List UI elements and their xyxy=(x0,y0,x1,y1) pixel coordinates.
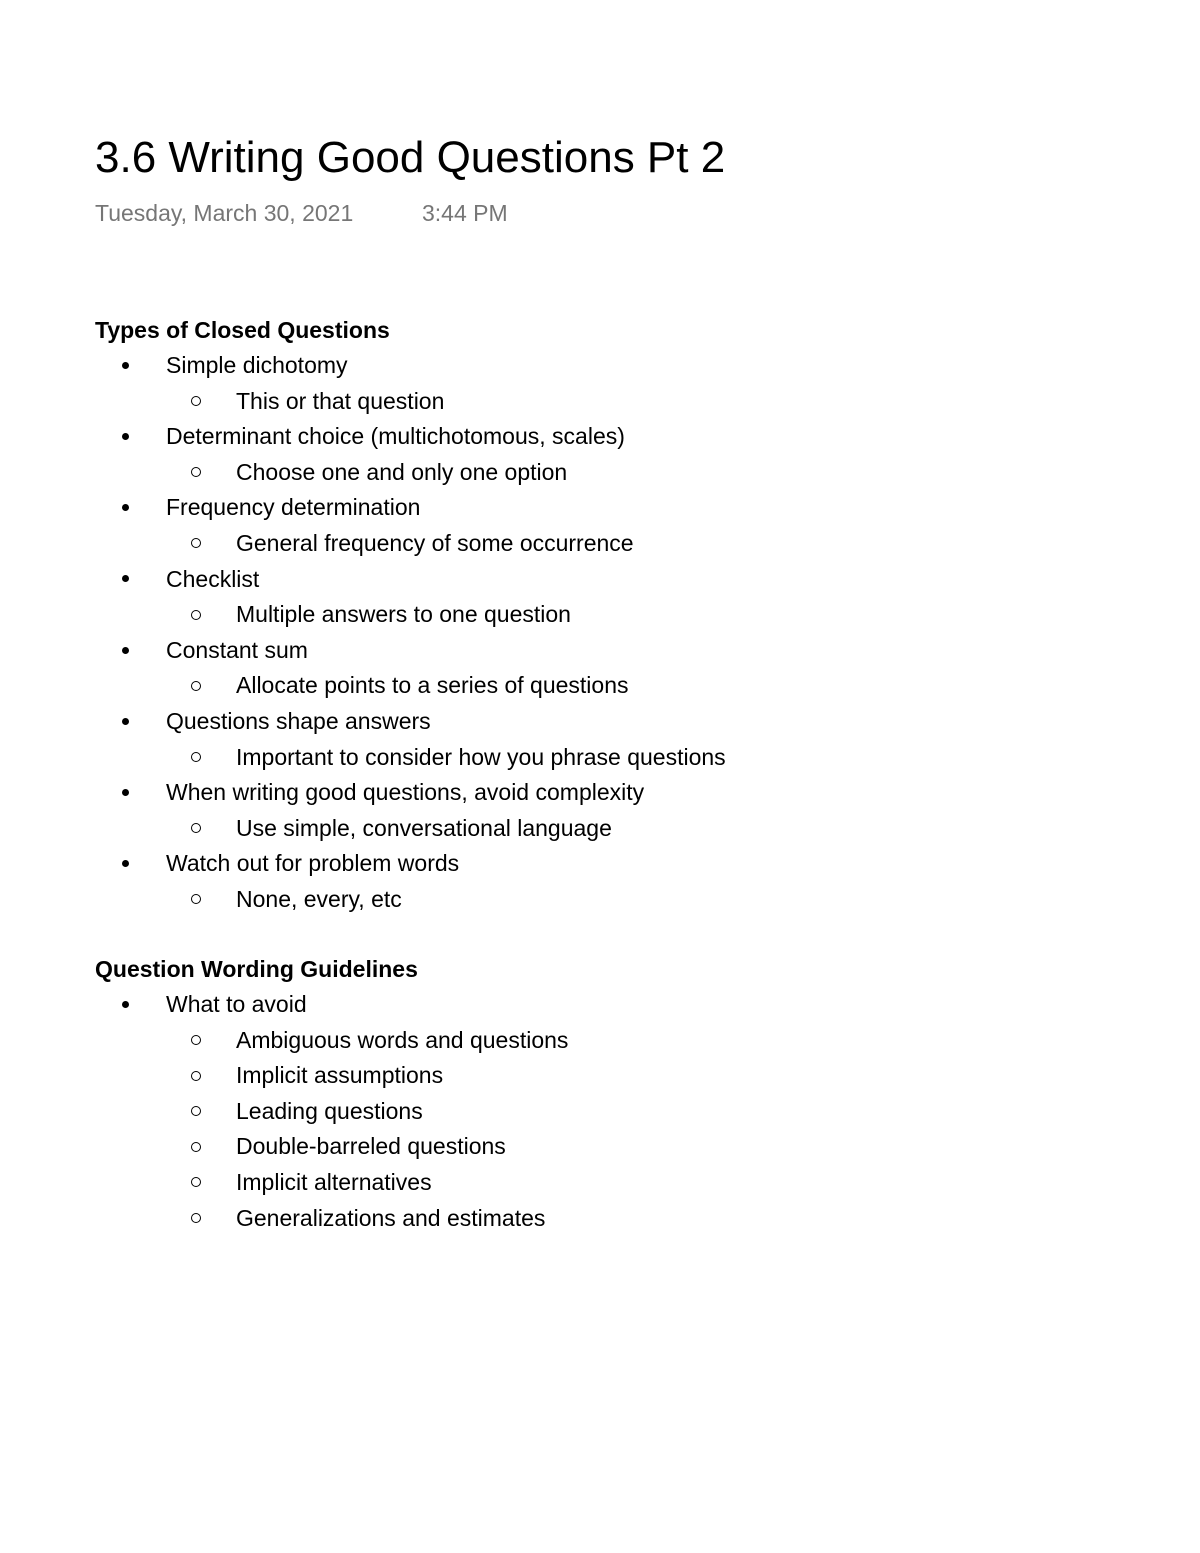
sub-list-item xyxy=(95,526,1095,562)
page-title: 3.6 Writing Good Questions Pt 2 xyxy=(95,133,726,182)
circle-bullet-icon xyxy=(191,882,201,918)
sub-list-item-text: Multiple answers to one question xyxy=(236,601,571,628)
section-heading: Types of Closed Questions xyxy=(95,317,390,343)
circle-bullet-icon xyxy=(191,526,201,562)
note-date: Tuesday, March 30, 2021 xyxy=(95,200,354,226)
section-question-wording-guidelines xyxy=(95,952,1095,1236)
bullet-list xyxy=(95,348,1095,918)
note-timestamp xyxy=(95,198,508,228)
list-item xyxy=(95,562,1095,598)
list-item-text: Questions shape answers xyxy=(166,707,431,734)
list-item-text: What to avoid xyxy=(166,991,307,1017)
bullet-icon xyxy=(122,846,129,882)
sub-list-item-text: Generalizations and estimates xyxy=(236,1204,546,1231)
sub-list-item-text: Important to consider how you phrase questions xyxy=(236,743,726,770)
circle-bullet-icon xyxy=(191,1165,201,1201)
circle-bullet-icon xyxy=(191,597,201,633)
sub-list-item xyxy=(95,1165,1095,1201)
sub-list-item xyxy=(95,455,1095,491)
bullet-icon xyxy=(122,704,129,740)
sub-list-item-text: Use simple, conversational language xyxy=(236,814,612,841)
list-item xyxy=(95,348,1095,384)
sub-list-item xyxy=(95,882,1095,918)
bullet-icon xyxy=(122,490,129,526)
sub-list-item-text: Ambiguous words and questions xyxy=(236,1026,569,1053)
list-item xyxy=(95,419,1095,455)
list-item xyxy=(95,704,1095,740)
circle-bullet-icon xyxy=(191,1094,201,1130)
sub-list-item xyxy=(95,1129,1095,1165)
sub-list-item-text: Leading questions xyxy=(236,1097,423,1124)
sub-list-item xyxy=(95,1094,1095,1130)
sub-list-item xyxy=(95,1201,1095,1237)
sub-list-item-text: General frequency of some occurrence xyxy=(236,529,634,556)
list-item xyxy=(95,490,1095,526)
sub-list-item-text: Allocate points to a series of questions xyxy=(236,672,629,699)
bullet-icon xyxy=(122,633,129,669)
sub-list-item-text: Choose one and only one option xyxy=(236,458,568,485)
circle-bullet-icon xyxy=(191,668,201,704)
list-item xyxy=(95,987,1095,1023)
list-item-text: Frequency determination xyxy=(166,494,421,521)
circle-bullet-icon xyxy=(191,811,201,847)
list-item-text: When writing good questions, avoid complexity xyxy=(166,779,645,806)
sub-list-item-text: Double-barreled questions xyxy=(236,1133,506,1160)
sub-list-item-text: None, every, etc xyxy=(236,885,402,912)
sub-list-item xyxy=(95,740,1095,776)
circle-bullet-icon xyxy=(191,1023,201,1059)
section-heading: Question Wording Guidelines xyxy=(95,956,418,982)
section-types-of-closed-questions xyxy=(95,313,1095,918)
sub-list-item xyxy=(95,1058,1095,1094)
sub-list-item-text: This or that question xyxy=(236,387,445,414)
sub-list-item xyxy=(95,597,1095,633)
sub-list-item xyxy=(95,384,1095,420)
list-item-text: Watch out for problem words xyxy=(166,850,460,877)
circle-bullet-icon xyxy=(191,1129,201,1165)
circle-bullet-icon xyxy=(191,1201,201,1237)
circle-bullet-icon xyxy=(191,384,201,420)
list-item xyxy=(95,775,1095,811)
list-item xyxy=(95,846,1095,882)
bullet-icon xyxy=(122,419,129,455)
sub-list-item xyxy=(95,811,1095,847)
bullet-icon xyxy=(122,562,129,598)
bullet-icon xyxy=(122,775,129,811)
bullet-list xyxy=(95,987,1095,1236)
list-item-text: Constant sum xyxy=(166,636,308,663)
bullet-icon xyxy=(122,987,129,1023)
sub-list-item xyxy=(95,1023,1095,1059)
circle-bullet-icon xyxy=(191,1058,201,1094)
sub-list-item-text: Implicit assumptions xyxy=(236,1062,444,1089)
list-item-text: Determinant choice (multichotomous, scales) xyxy=(166,423,625,450)
bullet-icon xyxy=(122,348,129,384)
list-item-text: Checklist xyxy=(166,565,260,592)
circle-bullet-icon xyxy=(191,740,201,776)
note-time: 3:44 PM xyxy=(422,200,508,226)
sub-list-item xyxy=(95,668,1095,704)
sub-list-item-text: Implicit alternatives xyxy=(236,1168,432,1195)
list-item xyxy=(95,633,1095,669)
list-item-text: Simple dichotomy xyxy=(166,352,348,378)
circle-bullet-icon xyxy=(191,455,201,491)
